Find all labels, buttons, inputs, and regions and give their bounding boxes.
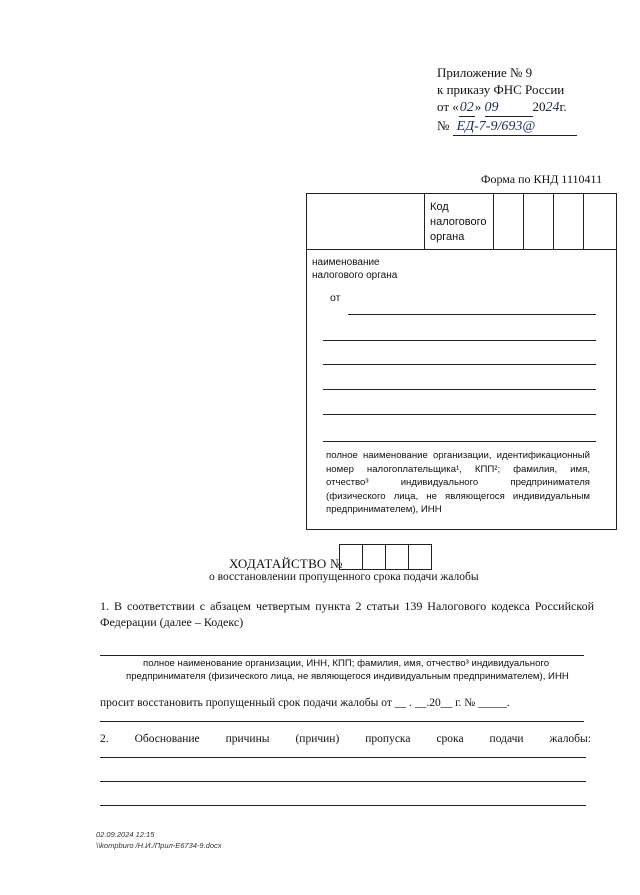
from-label: от xyxy=(330,292,341,304)
code-cell-4[interactable] xyxy=(583,193,617,250)
appendix-date: от «02» 09 2024г. xyxy=(437,99,567,115)
appendix-header xyxy=(437,64,627,136)
applicant-line-3[interactable] xyxy=(323,389,596,390)
applicant-full-line[interactable] xyxy=(100,655,584,656)
applicant-line-2[interactable] xyxy=(323,364,596,365)
date-day: 02 xyxy=(459,100,474,115)
section1-request: просит восстановить пропущенный срок подачи жалобы от __ . __.20__ г. № _____. xyxy=(100,697,510,709)
date-year: 24 xyxy=(545,100,560,115)
appendix-title: Приложение № 9 xyxy=(437,65,533,80)
appendix-number: № ЕД-7-9/693@ xyxy=(437,117,627,136)
petition-number-cell-2[interactable] xyxy=(362,544,386,570)
footer-path: \\kompburo /Н.И./Прил-E6734-9.docx xyxy=(96,841,222,850)
authority-code-label: Код налогового органа xyxy=(430,201,487,243)
petition-number-cell-4[interactable] xyxy=(408,544,432,570)
code-label-divider xyxy=(424,193,425,249)
section1-caption-2: предпринимателя (физического лица, не являющегося индивидуальным предпринимателем), ИНН xyxy=(126,671,569,682)
petition-subtitle: о восстановлении пропущенного срока подачи жалобы xyxy=(209,571,479,583)
section1-caption-1: полное наименование организации, ИНН, КПП; фамилия, имя, отчество³ индивидуального xyxy=(143,658,550,669)
date-month: 09 xyxy=(485,99,533,117)
petition-number-cell-3[interactable] xyxy=(385,544,409,570)
reason-line-2[interactable] xyxy=(100,781,586,782)
reason-line-1[interactable] xyxy=(100,757,586,758)
authority-name-label: наименование налогового органа xyxy=(312,257,398,281)
code-cell-1[interactable] xyxy=(493,193,524,250)
from-line[interactable] xyxy=(348,314,596,315)
code-cell-3[interactable] xyxy=(553,193,584,250)
appendix-order: к приказу ФНС России xyxy=(437,82,565,97)
petition-title: ХОДАТАЙСТВО № xyxy=(229,556,343,571)
reason-line-3[interactable] xyxy=(100,805,586,806)
footer-date: 02.09.2024 12:15 xyxy=(96,830,155,839)
order-number: ЕД-7-9/693@ xyxy=(453,118,577,136)
section2-heading: 2. Обоснование причины (причин) пропуска срока подачи жалобы: xyxy=(100,733,591,745)
code-cell-2[interactable] xyxy=(523,193,554,250)
section1-text: 1. В соответствии с абзацем четвертым пункта 2 статьи 139 Налогового кодекса Российской Федерации (далее – Кодекс) xyxy=(100,599,594,629)
form-code: Форма по КНД 1110411 xyxy=(481,172,603,186)
applicant-caption: полное наименование организации, идентификационный номер налогоплательщика¹, КПП²; фамилия, имя, отчество³ индивидуального предпринимателя (физического лица, не являющегося индивидуальным предпринимателем), ИНН xyxy=(326,450,590,515)
applicant-line-1[interactable] xyxy=(323,340,596,341)
petition-number-cell-1[interactable] xyxy=(339,544,363,570)
request-line[interactable] xyxy=(100,721,584,722)
applicant-line-4[interactable] xyxy=(323,414,596,415)
applicant-line-5[interactable] xyxy=(323,441,596,442)
